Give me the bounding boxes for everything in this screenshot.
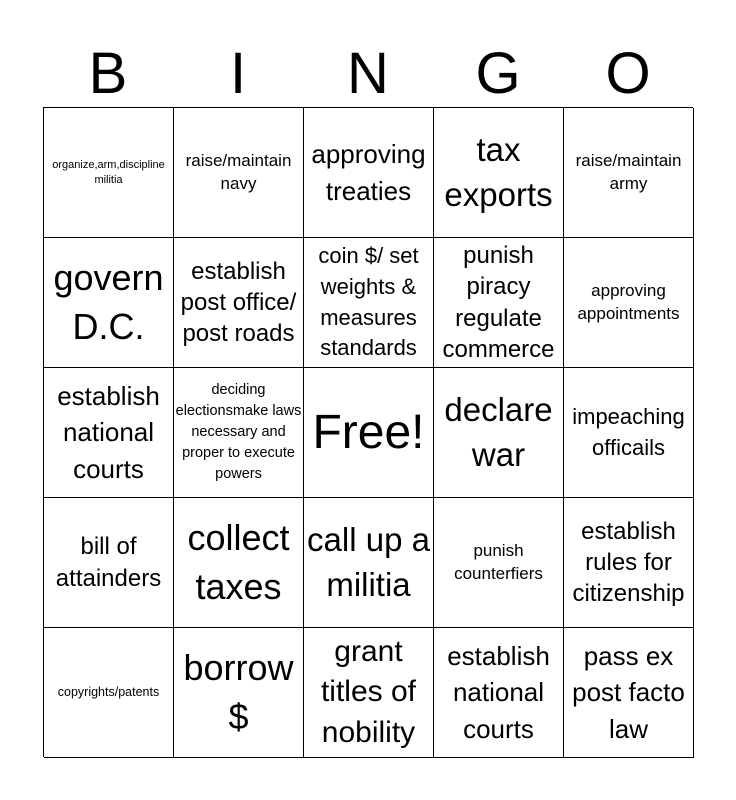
- header-letter-g: G: [475, 41, 521, 106]
- cell-text: punish piracy regulate commerce: [442, 242, 555, 363]
- header-letter-i: I: [229, 41, 247, 106]
- header-letter-b: B: [88, 41, 128, 106]
- bingo-cell[interactable]: [304, 498, 434, 628]
- bingo-cell[interactable]: [564, 368, 694, 498]
- bingo-cell[interactable]: [174, 238, 304, 368]
- header-letter-o: O: [605, 41, 651, 106]
- cell-text: call up a militia: [307, 520, 430, 603]
- cell-text: organize,arm,discipline militia: [52, 159, 165, 186]
- cell-text: copyrights/patents: [57, 685, 160, 700]
- cell-text: approving appointments: [577, 280, 680, 323]
- bingo-cell[interactable]: [304, 628, 434, 758]
- cell-text: raise/maintain navy: [185, 150, 292, 193]
- bingo-cell[interactable]: [44, 368, 174, 498]
- cell-text: impeaching officails: [572, 403, 685, 460]
- bingo-cell[interactable]: [174, 628, 304, 758]
- cell-text: borrow $: [183, 646, 294, 737]
- cell-text: govern D.C.: [53, 256, 164, 347]
- cell-text: establish post office/ post roads: [180, 257, 297, 348]
- bingo-cell[interactable]: [434, 498, 564, 628]
- cell-text: establish rules for citizenship: [572, 517, 685, 608]
- cell-text: deciding electionsmake laws necessary and proper to execute powers: [175, 381, 302, 483]
- bingo-cell[interactable]: [304, 108, 434, 238]
- bingo-header: [43, 40, 693, 108]
- cell-text: establish national courts: [447, 640, 550, 744]
- bingo-cell[interactable]: [174, 498, 304, 628]
- cell-text: tax exports: [444, 130, 553, 213]
- cell-text: bill of attainders: [55, 533, 162, 592]
- header-letter-n: N: [347, 41, 389, 106]
- free-space-cell[interactable]: [304, 368, 434, 498]
- bingo-board: [43, 107, 693, 757]
- free-space-text: Free!: [312, 405, 425, 459]
- bingo-cell[interactable]: [304, 238, 434, 368]
- bingo-cell[interactable]: [44, 498, 174, 628]
- cell-text: raise/maintain army: [575, 150, 682, 193]
- cell-text: coin $/ set weights & measures standards: [318, 242, 419, 361]
- bingo-cell[interactable]: [44, 108, 174, 238]
- bingo-cell[interactable]: [434, 108, 564, 238]
- bingo-cell[interactable]: [44, 238, 174, 368]
- cell-text: collect taxes: [187, 516, 290, 607]
- bingo-cell[interactable]: [564, 498, 694, 628]
- bingo-cell[interactable]: [434, 238, 564, 368]
- bingo-cell[interactable]: [44, 628, 174, 758]
- bingo-cell[interactable]: [564, 628, 694, 758]
- bingo-cell[interactable]: [434, 368, 564, 498]
- bingo-cell[interactable]: [564, 238, 694, 368]
- bingo-cell[interactable]: [564, 108, 694, 238]
- cell-text: establish national courts: [57, 380, 160, 484]
- bingo-cell[interactable]: [434, 628, 564, 758]
- cell-text: punish counterfiers: [454, 540, 543, 583]
- cell-text: approving treaties: [311, 139, 426, 206]
- cell-text: grant titles of nobility: [320, 634, 417, 749]
- cell-text: pass ex post facto law: [572, 640, 685, 744]
- cell-text: declare war: [444, 390, 553, 473]
- bingo-cell[interactable]: [174, 108, 304, 238]
- bingo-cell[interactable]: [174, 368, 304, 498]
